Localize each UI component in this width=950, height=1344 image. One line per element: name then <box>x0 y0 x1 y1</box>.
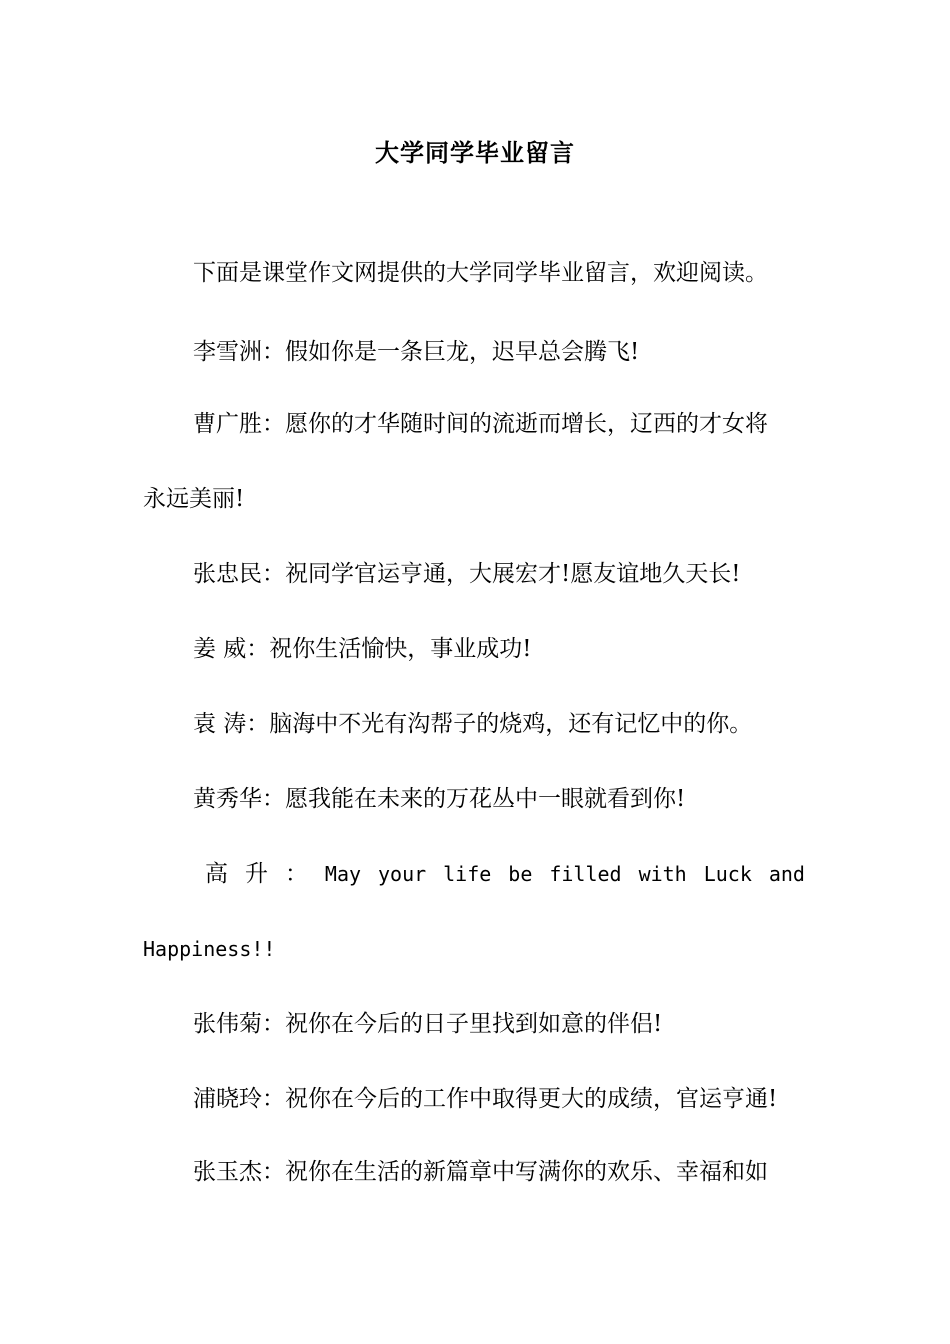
message-line: 曹广胜：愿你的才华随时间的流逝而增长，辽西的才女将 <box>193 411 768 437</box>
message-line: 张玉杰：祝你在生活的新篇章中写满你的欢乐、幸福和如 <box>193 1159 768 1185</box>
english-line-word: 高 <box>205 861 228 887</box>
message-line: 浦晓玲：祝你在今后的工作中取得更大的成绩，官运亨通! <box>193 1086 778 1112</box>
english-line-word: filled <box>549 862 622 886</box>
english-line-word: May <box>324 862 362 886</box>
english-line-word: and <box>768 862 805 886</box>
message-line: 张忠民：祝同学官运亨通，大展宏才!愿友谊地久天长! <box>193 561 741 587</box>
english-line-word: 升 <box>244 861 268 887</box>
message-line: 袁 涛：脑海中不光有沟帮子的烧鸡，还有记忆中的你。 <box>193 711 753 737</box>
message-line: 张伟菊：祝你在今后的日子里找到如意的伴侣! <box>193 1011 663 1037</box>
message-line: 李雪洲：假如你是一条巨龙，迟早总会腾飞! <box>193 339 640 365</box>
message-line-continuation: 永远美丽! <box>143 486 245 512</box>
english-line-word: life <box>443 862 492 886</box>
english-message-continuation: Happiness!! <box>143 937 276 961</box>
english-message-line <box>205 856 805 892</box>
english-line-word: your <box>378 862 427 886</box>
english-line-word: ： <box>284 861 308 887</box>
english-line-word: Luck <box>703 862 752 886</box>
english-line-word: with <box>638 862 687 886</box>
message-line: 黄秀华：愿我能在未来的万花丛中一眼就看到你! <box>193 786 686 812</box>
intro-paragraph: 下面是课堂作文网提供的大学同学毕业留言，欢迎阅读。 <box>193 260 768 286</box>
document-title: 大学同学毕业留言 <box>375 139 575 167</box>
message-line: 姜 威：祝你生活愉快，事业成功! <box>193 636 532 662</box>
english-line-word: be <box>508 862 533 886</box>
